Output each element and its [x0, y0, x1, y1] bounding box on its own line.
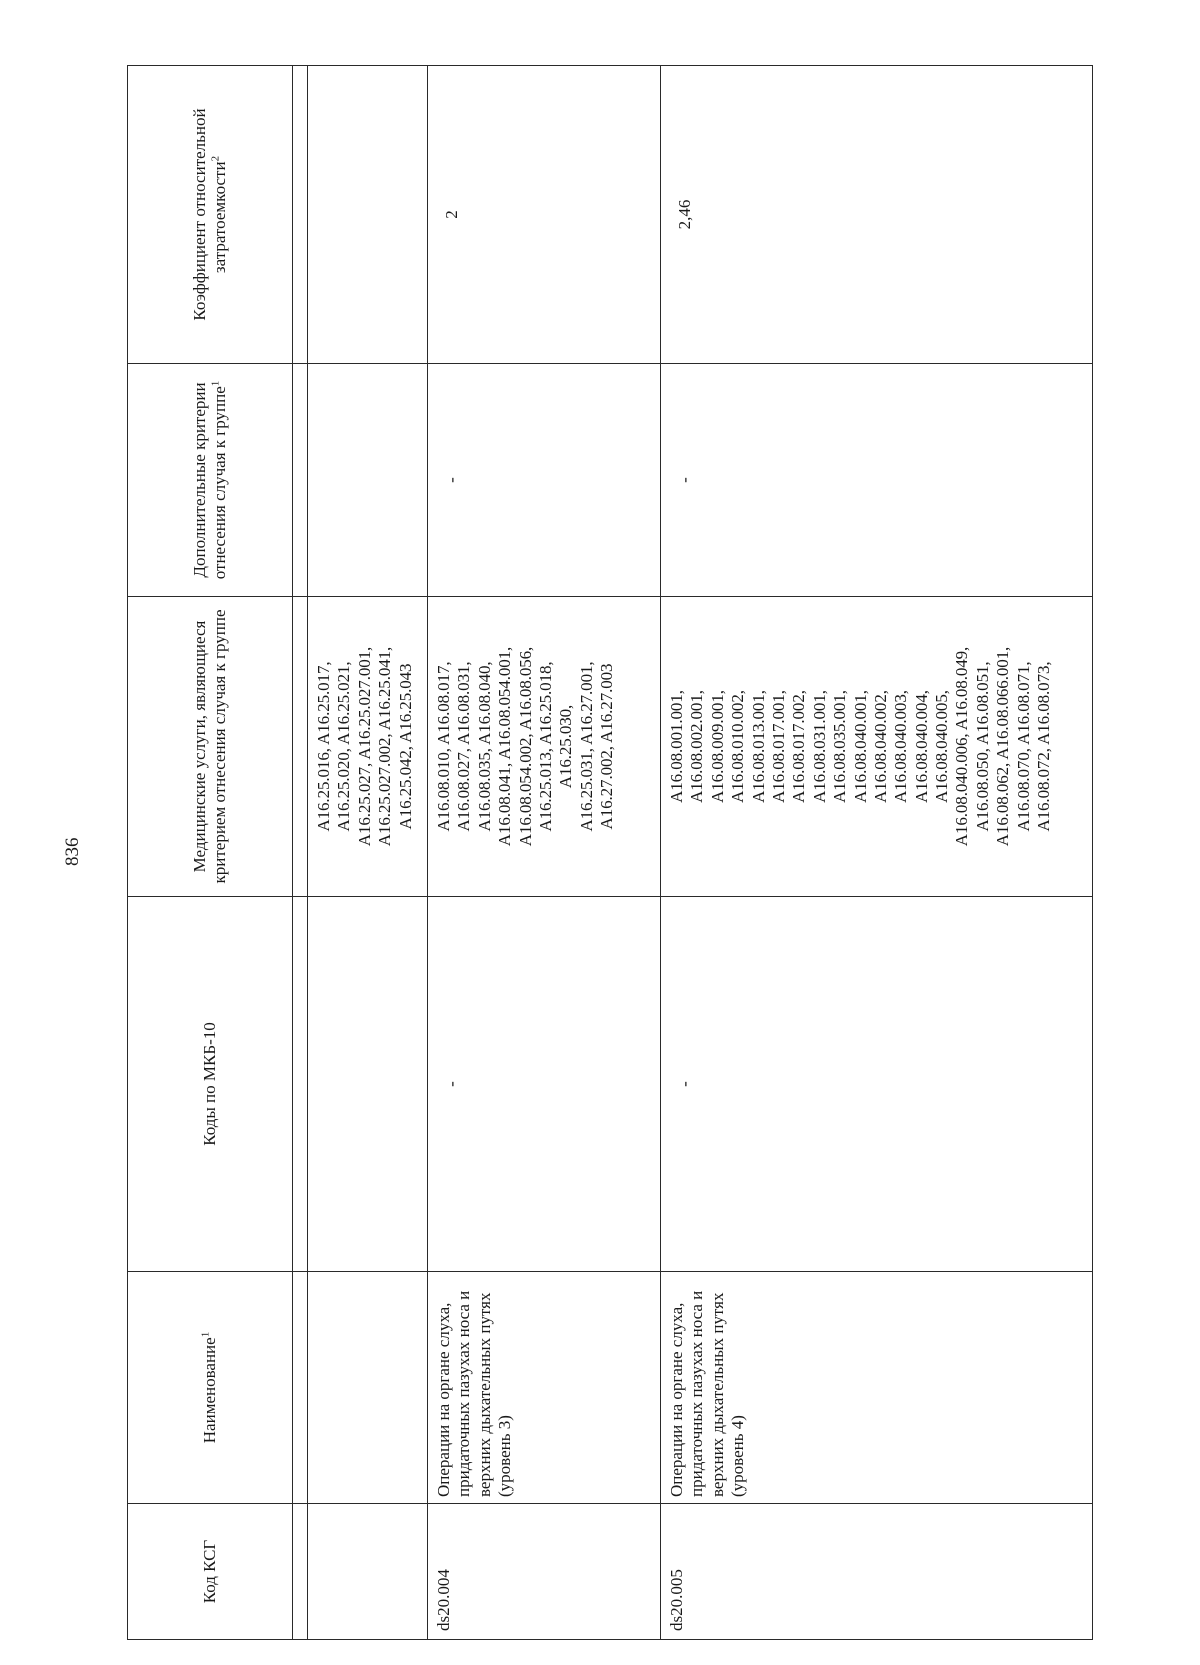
service-line: A16.08.062, A16.08.066.001,: [993, 646, 1013, 847]
service-line: A16.08.050, A16.08.051,: [972, 661, 992, 832]
service-line: A16.25.013, A16.25.018,: [535, 661, 555, 832]
service-line: A16.08.040.004,: [911, 690, 931, 803]
service-line: A16.08.040.003,: [891, 690, 911, 803]
cell-criteria: -: [661, 364, 1093, 597]
service-line: A16.08.002.001,: [687, 690, 707, 803]
header-icd: Коды по МКБ-10: [128, 897, 293, 1272]
service-line: A16.08.035.001,: [830, 690, 850, 803]
cell-services: [661, 597, 1093, 897]
spacer-cell: [293, 1272, 308, 1504]
header-coef-footnote: 2: [209, 155, 222, 162]
table-header-row: [128, 66, 293, 1640]
cell-services: [308, 597, 428, 897]
header-criteria: Дополнительные критерии отнесения случая к группе$^1$: [128, 364, 293, 597]
service-line: A16.25.020, A16.25.021,: [334, 661, 354, 832]
cell-icd: [308, 897, 428, 1272]
header-services: Медицинские услуги, являющиеся критерием отнесения случая к группе: [128, 597, 293, 897]
cell-code: ds20.004: [428, 1504, 661, 1640]
service-line: A16.08.017.002,: [789, 690, 809, 803]
cell-name: [308, 1272, 428, 1504]
ksg-table-container: [127, 66, 1093, 1640]
spacer-cell: [293, 897, 308, 1272]
service-line: A16.08.013.001,: [748, 690, 768, 803]
cell-coef: [308, 66, 428, 364]
service-line: A16.27.002, A16.27.003: [597, 663, 617, 830]
service-line: A16.08.017.001,: [768, 690, 788, 803]
spacer-cell: [293, 364, 308, 597]
service-line: A16.08.009.001,: [707, 690, 727, 803]
service-line: A16.08.010.002,: [728, 690, 748, 803]
cell-code: ds20.005: [661, 1504, 1093, 1640]
service-line: A16.08.054.002, A16.08.056,: [515, 646, 535, 847]
cell-name: Операции на органе слуха, придаточных пазухах носа и верхних дыхательных путях (уровень 4): [661, 1272, 1093, 1504]
ksg-table: [127, 65, 1093, 1640]
service-line: A16.08.035, A16.08.040,: [474, 661, 494, 832]
service-line: A16.08.040.002,: [870, 690, 890, 803]
table-spacer-row: [293, 66, 308, 1640]
table-row: [428, 66, 661, 1640]
cell-icd: -: [661, 897, 1093, 1272]
cell-name: Операции на органе слуха, придаточных пазухах носа и верхних дыхательных путях (уровень 3): [428, 1272, 661, 1504]
header-criteria-footnote: 1: [209, 380, 222, 387]
service-line: A16.25.031, A16.27.001,: [576, 661, 596, 832]
table-row: [661, 66, 1093, 1640]
service-line: A16.08.041, A16.08.054.001,: [495, 646, 515, 847]
cell-coef: 2: [428, 66, 661, 364]
service-line: A16.08.070, A16.08.071,: [1013, 661, 1033, 832]
header-coef: Коэффициент относительной затратоемкости$^2$: [128, 66, 293, 364]
spacer-cell: [293, 66, 308, 364]
service-line: A16.08.040.006, A16.08.049,: [952, 646, 972, 847]
page-number: 836: [62, 837, 83, 866]
service-line: A16.08.040.001,: [850, 690, 870, 803]
header-code: Код КСГ: [128, 1504, 293, 1640]
spacer-cell: [293, 597, 308, 897]
table-row: [308, 66, 428, 1640]
service-line: A16.25.027, A16.25.027.001,: [354, 646, 374, 847]
header-name-footnote: 1: [199, 1331, 212, 1338]
cell-criteria: -: [428, 364, 661, 597]
service-line: A16.08.031.001,: [809, 690, 829, 803]
service-line: A16.25.016, A16.25.017,: [314, 661, 333, 832]
service-line: A16.25.042, A16.25.043: [395, 663, 415, 830]
service-line: A16.25.027.002, A16.25.041,: [375, 646, 395, 847]
service-line: A16.08.027, A16.08.031,: [454, 661, 474, 832]
service-line: A16.08.010, A16.08.017,: [434, 661, 453, 832]
cell-coef: 2,46: [661, 66, 1093, 364]
cell-icd: -: [428, 897, 661, 1272]
service-line: A16.25.030,: [556, 704, 576, 789]
service-line: A16.08.001.001,: [667, 690, 686, 803]
service-line: A16.08.072, A16.08.073,: [1034, 661, 1054, 832]
header-name: Наименование$^1$: [128, 1272, 293, 1504]
cell-code: [308, 1504, 428, 1640]
cell-services: [428, 597, 661, 897]
service-line: A16.08.040.005,: [932, 690, 952, 803]
spacer-cell: [293, 1504, 308, 1640]
cell-criteria: [308, 364, 428, 597]
